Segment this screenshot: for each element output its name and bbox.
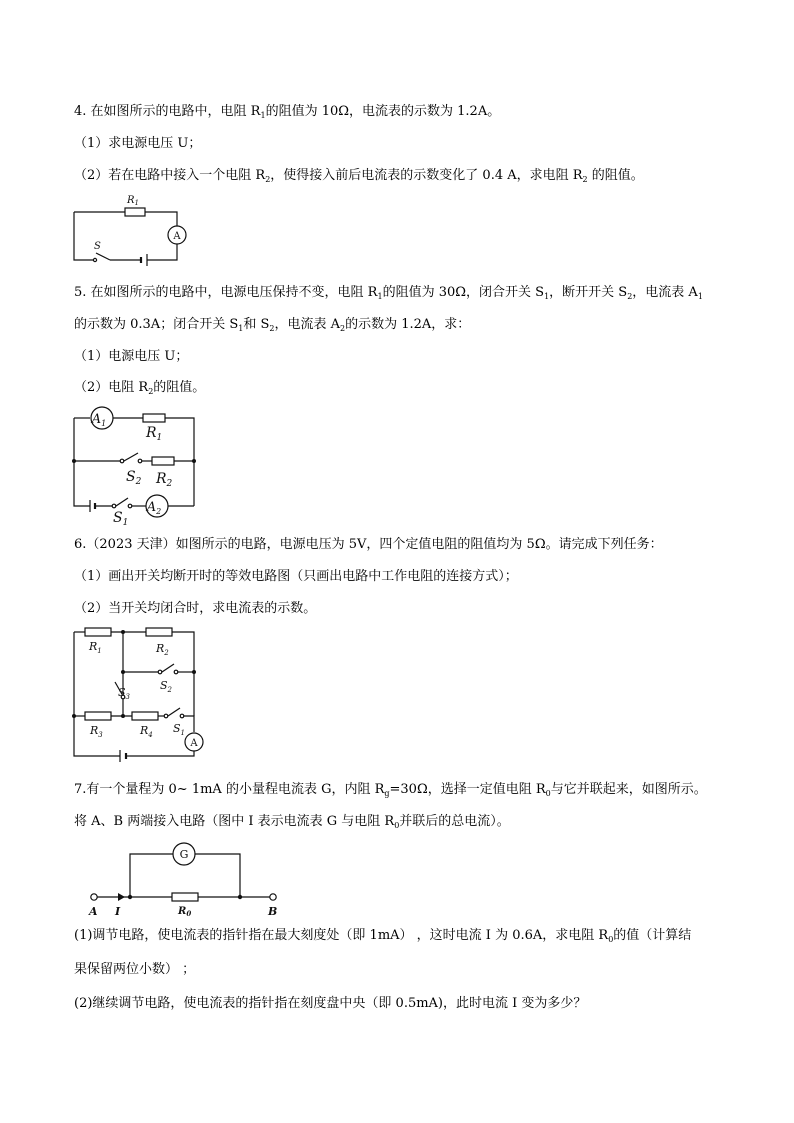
q4-label-s: S: [94, 241, 101, 252]
q5-switch-s1: [116, 498, 128, 506]
q7-label-b: B: [268, 905, 278, 918]
q6-label-r4: $R_4$: [140, 724, 153, 739]
q7-stem-line2: 将 A、B 两端接入电路（图中 I 表示电流表 G 与电阻 $R_0$并联后的总电流）。: [74, 814, 510, 830]
q6-switch-s2: [162, 664, 174, 672]
q6-resistor-r2: [146, 628, 172, 636]
q7-label-i: I: [115, 905, 121, 918]
q5-resistor-r1: [143, 414, 165, 422]
q5-label-a2: $A_2$: [146, 500, 162, 516]
q5-label-r1: $R_1$: [146, 425, 163, 443]
q7-terminal-a: [91, 894, 97, 900]
q4-switch-s: [96, 253, 110, 260]
q6-label-r2: $R_2$: [156, 642, 169, 657]
q5-label-r2: $R_2$: [156, 471, 173, 489]
q4-part2: （2）若在电路中接入一个电阻 $R_2$，使得接入前后电流表的示数变化了 0.4 A，求电阻 $R_2$ 的阻值。: [74, 168, 644, 184]
q6-part2: （2）当开关均闭合时，求电流表的示数。: [74, 601, 317, 616]
q4-resistor-r1: [125, 208, 145, 216]
q5-switch-s2: [124, 453, 138, 461]
q6-label-s2: $S_2$: [160, 679, 173, 694]
q5-label-a1: $A_1$: [91, 412, 107, 428]
q5-label-s1: $S_1$: [113, 510, 129, 528]
q7-part1-line1: (1)调节电路，使电流表的指针指在最大刻度处（即 1mA） ，这时电流 I 为 0.6A，求电阻 $R_0$的值（计算结: [74, 928, 692, 944]
q4-ammeter-label: A: [173, 231, 181, 242]
q7-resistor-r0: [172, 893, 198, 901]
q5-stem-line1: 5. 在如图所示的电路中，电源电压保持不变，电阻 $R_1$的阻值为 30Ω，闭合开关 $S_1$，断开开关 $S_2$，电流表 $A_1$: [74, 285, 703, 301]
q7-part2: (2)继续调节电路，使电流表的指针指在刻度盘中央（即 0.5mA)，此时电流 I 变为多少？: [74, 996, 587, 1011]
q7-label-r0: $R_0$: [178, 906, 192, 918]
q4-part1: （1）求电源电压 U；: [74, 136, 202, 151]
q4-label-r1: $R_1$: [127, 195, 139, 207]
q7-current-arrow: [118, 893, 125, 901]
q7-stem-line1: 7.有一个量程为 0~ 1mA 的小量程电流表 G，内阻 $R_g=30\Omega$，选择一定值电阻 $R_0$与它并联起来，如图所示。: [74, 782, 707, 798]
q6-resistor-r1: [85, 628, 111, 636]
q5-circuit-diagram: [70, 403, 200, 528]
q4-stem: 4. 在如图所示的电路中，电阻 $R_1$的阻值为 10Ω，电流表的示数为 1.2A。: [74, 104, 501, 120]
q5-resistor-r2: [152, 457, 174, 465]
q6-circuit-diagram: [70, 624, 210, 766]
q7-label-a: A: [89, 905, 98, 918]
q6-label-s1: $S_1$: [173, 722, 186, 737]
q5-part1: （1）电源电压 U；: [74, 349, 189, 364]
q6-stem: 6.（2023 天津）如图所示的电路，电源电压为 5V，四个定值电阻的阻值均为 5Ω。请完成下列任务：: [74, 537, 663, 552]
q6-ammeter-label: A: [190, 738, 198, 749]
q4-circuit-diagram: [70, 192, 195, 272]
q6-resistor-r4: [132, 712, 158, 720]
q7-label-g: G: [179, 848, 189, 861]
q6-label-r1: $R_1$: [89, 640, 102, 655]
q6-label-r3: $R_3$: [90, 724, 103, 739]
q7-part1-line2: 果保留两位小数） ；: [74, 962, 196, 977]
q6-resistor-r3: [85, 712, 111, 720]
q7-terminal-b: [270, 894, 276, 900]
q6-label-s3: $S_3$: [118, 686, 131, 701]
q7-circuit-diagram: [84, 842, 284, 918]
q6-switch-s1: [168, 708, 180, 716]
q6-part1: （1）画出开关均断开时的等效电路图（只画出电路中工作电阻的连接方式）；: [74, 569, 518, 584]
q5-stem-line2: 的示数为 0.3A；闭合开关 $S_1$和 $S_2$，电流表 $A_2$的示数为 1.2A，求：: [74, 317, 471, 333]
q5-part2: （2）电阻 $R_2$的阻值。: [74, 380, 206, 396]
q5-label-s2: $S_2$: [126, 469, 142, 487]
